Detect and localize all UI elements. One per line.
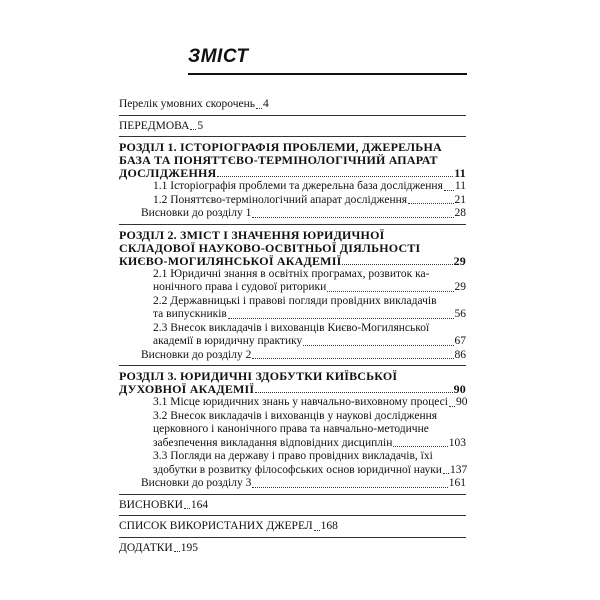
page-number: 21 [454, 193, 466, 206]
title-underline [188, 73, 467, 75]
page-number: 56 [454, 308, 466, 320]
toc-label: та випускників [153, 308, 227, 320]
toc-conc [119, 477, 466, 491]
page-number: 28 [454, 207, 466, 219]
dot-leader [184, 508, 190, 509]
page-number: 86 [454, 348, 466, 361]
toc-chapter [119, 229, 466, 268]
toc-label: Перелік умовних скорочень [119, 98, 255, 110]
toc-label: ДОДАТКИ [119, 541, 173, 554]
dot-leader [408, 203, 453, 204]
toc-label: здобутки в розвитку філософських основ юридичної науки [153, 463, 442, 476]
dot-leader [174, 551, 180, 552]
section-divider [119, 515, 466, 516]
dot-leader [444, 190, 454, 191]
toc-label: ВИСНОВКИ [119, 498, 183, 511]
toc-line: РОЗДІЛ 2. ЗМІСТ І ЗНАЧЕННЯ ЮРИДИЧНОЇ [119, 227, 385, 242]
toc-line: РОЗДІЛ 1. ІСТОРІОГРАФІЯ ПРОБЛЕМИ, ДЖЕРЕЛЬНА [119, 140, 442, 154]
dot-leader [443, 473, 449, 474]
toc-chapter [119, 141, 466, 180]
section-divider [119, 136, 466, 137]
dot-leader [252, 358, 453, 359]
toc-label: академії в юридичну практику [153, 335, 303, 347]
page-number: 137 [449, 463, 468, 476]
dot-leader [217, 176, 453, 177]
toc-label: нонічного права і судової риторики [153, 281, 327, 293]
toc-line: РОЗДІЛ 3. ЮРИДИЧНІ ЗДОБУТКИ КИЇВСЬКОЇ [119, 369, 398, 383]
page-number: 4 [263, 98, 269, 110]
page-number: 29 [454, 281, 466, 293]
toc-entry [119, 98, 466, 112]
toc-line: 3.2 Внесок викладачів і вихованців у наукові дослідження [153, 409, 438, 422]
page-number: 90 [453, 382, 466, 396]
dot-leader [228, 318, 454, 319]
toc-sub [119, 268, 466, 295]
page-number: 195 [180, 541, 198, 554]
toc-sub [119, 194, 466, 208]
toc-label: забезпечення викладання відповідних дисциплін [153, 436, 393, 449]
toc-label: Висновки до розділу 2 [141, 348, 252, 361]
toc-line: 2.3 Внесок викладачів і вихованців Києво-Могилянської [153, 321, 430, 334]
section-divider [119, 494, 466, 495]
dot-leader [449, 406, 455, 407]
toc-line: БАЗА ТА ПОНЯТТЄВО-ТЕРМІНОЛОГІЧНИЙ АПАРАТ [119, 153, 438, 167]
dot-leader [252, 217, 453, 218]
page-title: ЗМІСТ [188, 46, 249, 67]
section-divider [119, 365, 466, 366]
page-number: 168 [320, 520, 338, 532]
toc-label: Висновки до розділу 1 [141, 207, 252, 219]
page-number: 11 [454, 166, 466, 180]
toc-entry [119, 499, 466, 513]
dot-leader [393, 446, 447, 447]
toc-label: ДОСЛІДЖЕННЯ [119, 166, 217, 180]
page-number: 164 [190, 498, 209, 511]
toc-line: церковного і канонічного права та навчально-методичне [153, 423, 429, 435]
toc-entry [119, 120, 466, 134]
toc-sub [119, 180, 466, 194]
toc-label: 3.1 Місце юридичних знань у навчально-виховному процесі [153, 396, 448, 408]
toc-label: СПИСОК ВИКОРИСТАНИХ ДЖЕРЕЛ [119, 520, 313, 532]
toc-label: ДУХОВНОЇ АКАДЕМІЇ [119, 382, 255, 396]
dot-leader [303, 345, 453, 346]
toc-entry [119, 542, 466, 556]
toc-entry [119, 520, 466, 534]
page-number: 90 [455, 396, 468, 408]
dot-leader [190, 129, 196, 130]
toc-label: 1.2 Поняттєво-термінологічний апарат дослідження [153, 193, 408, 206]
dot-leader [252, 487, 447, 488]
section-divider [119, 115, 466, 116]
toc-sub [119, 450, 466, 477]
toc-label: Висновки до розділу 3 [141, 477, 252, 489]
dot-leader [327, 291, 453, 292]
table-of-contents [119, 98, 466, 555]
toc-sub [119, 410, 466, 451]
toc-line: СКЛАДОВОЇ НАУКОВО-ОСВІТНЬОЇ ДІЯЛЬНОСТІ [119, 240, 421, 255]
toc-chapter [119, 370, 466, 396]
toc-label: КИЄВО-МОГИЛЯНСЬКОЇ АКАДЕМІЇ [119, 253, 342, 268]
dot-leader [255, 392, 452, 393]
toc-conc [119, 207, 466, 221]
toc-sub [119, 322, 466, 349]
page-number: 5 [197, 119, 204, 132]
page-number: 29 [453, 253, 466, 268]
dot-leader [342, 264, 452, 265]
section-divider [119, 224, 466, 225]
toc-sub [119, 295, 466, 322]
dot-leader [256, 108, 262, 109]
page-number: 103 [448, 436, 466, 449]
page-number: 11 [454, 180, 466, 192]
section-divider [119, 537, 466, 538]
toc-conc [119, 349, 466, 363]
page-number: 67 [454, 335, 466, 347]
toc-sub [119, 396, 466, 410]
toc-line: 2.1 Юридичні знання в освітніх програмах, розвиток ка- [153, 267, 430, 280]
toc-label: 1.1 Історіографія проблеми та джерельна база дослідження [153, 180, 443, 192]
dot-leader [314, 530, 320, 531]
toc-line: 2.2 Державницькі і правові погляди провідних викладачів [153, 294, 437, 307]
toc-label: ПЕРЕДМОВА [119, 119, 190, 132]
toc-line: 3.3 Погляди на державу і право провідних викладачів, їхі [153, 450, 433, 462]
page-number: 161 [448, 477, 466, 489]
